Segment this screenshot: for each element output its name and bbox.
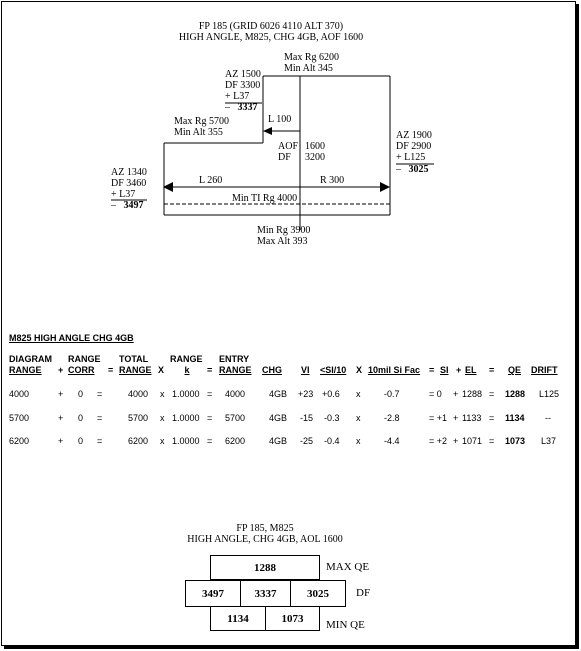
cell-eq4: = [489,389,495,399]
cell-fac: -2.8 [384,413,400,423]
hdr-si: SI [440,365,449,375]
table-title: M825 HIGH ANGLE CHG 4GB [9,333,134,343]
cell-total: 4000 [127,389,148,399]
cell-x1: x [160,436,165,446]
az1500-df: DF 3300 [225,80,261,91]
cell-si10: +0.6 [322,389,340,399]
cell-vi: -25 [300,436,314,446]
max-qe-label: MAX QE [326,561,370,573]
cell-el: 1071 [462,436,483,446]
cell-corr: 0 [78,389,84,399]
summary-title-line2: HIGH ANGLE, CHG 4GB, AOL 1600 [187,534,343,545]
cell-chg: 4GB [269,413,288,423]
cell-el: 1133 [462,413,482,423]
hdr-corr: CORR [68,365,95,375]
df-box-right: 3025 [290,580,346,607]
hdr-x1: X [158,365,165,375]
hdr-eq1: = [108,365,114,375]
top-max-range: Max Rg 6200 [284,52,339,63]
cell-plus2: + [453,413,459,423]
cell-el: 1288 [462,389,483,399]
hdr-range-a: RANGE [9,365,42,375]
cell-chg: 4GB [269,436,288,446]
cell-si: = +1 [429,413,448,423]
cell-qe: 1134 [505,413,525,423]
hdr-range1: RANGE [68,354,101,364]
hdr-range-c: RANGE [219,365,252,375]
az1900-df: DF 2900 [396,141,432,152]
cell-total: 6200 [127,436,148,446]
cell-si: = +2 [429,436,448,446]
min-qe-label: MIN QE [326,619,365,631]
cell-plus: + [58,389,64,399]
hdr-eq4: = [489,365,495,375]
cell-range: 6200 [9,436,30,446]
hdr-fac: 10mil Si Fac [368,365,421,375]
cell-fac: -4.4 [384,436,400,446]
hdr-drift: DRIFT [531,365,558,375]
hdr-qe: QE [508,365,522,375]
az1500-az: AZ 1500 [225,69,261,80]
cell-qe: 1288 [505,389,526,399]
hdr-total: TOTAL [119,354,149,364]
hdr-plus: + [58,365,64,375]
cell-eq2: = [207,389,213,399]
az1500-corr: + L37 [225,91,250,102]
df-label: DF [278,152,291,163]
cell-plus: + [58,436,64,446]
diagram-title-line1: FP 185 (GRID 6026 4110 ALT 370) [198,21,344,32]
cell-entry: 6200 [225,436,246,446]
cell-k: 1.0000 [172,413,200,423]
top-min-alt: Min Alt 345 [284,63,333,74]
hdr-x2: X [356,365,363,375]
hdr-k: k [184,365,190,375]
hdr-entry: ENTRY [219,354,250,364]
cell-eq1: = [97,436,103,446]
l100-label: L 100 [268,114,292,125]
cell-range: 4000 [9,389,30,399]
az1340-df: DF 3460 [111,178,147,189]
az1900-corr: + L125 [396,152,426,163]
cell-x1: x [160,389,165,399]
min-qe-box-right: 1073 [265,606,320,631]
hdr-el: EL [465,365,477,375]
r300-label: R 300 [320,175,345,186]
az1500-result: 3337 [237,102,258,113]
az1340-az: AZ 1340 [111,167,147,178]
cell-k: 1.0000 [172,389,200,399]
cell-corr: 0 [78,436,84,446]
cell-range: 5700 [9,413,30,423]
cell-eq2: = [207,413,213,423]
l260-label: L 260 [199,175,223,186]
max-qe-box: 1288 [210,555,320,580]
cell-drift: L37 [541,436,557,446]
az1340-corr: + L37 [111,189,136,200]
az1900-az: AZ 1900 [396,130,432,141]
cell-x2: x [356,436,361,446]
cell-plus: + [58,413,64,423]
min-qe-box-left: 1134 [210,606,266,631]
cell-entry: 4000 [225,389,246,399]
hdr-range-b: RANGE [119,365,152,375]
df-value: 3200 [305,152,325,163]
cell-x2: x [356,413,361,423]
cell-x2: x [356,389,361,399]
az1340-result: 3497 [123,200,144,211]
hdr-si10: <SI/10 [320,365,347,375]
df-box-left: 3497 [185,580,241,607]
hdr-vi: VI [301,365,310,375]
cell-entry: 5700 [225,413,246,423]
cell-plus2: + [453,436,459,446]
hdr-eq2: = [207,365,213,375]
cell-x1: x [160,413,165,423]
cell-eq2: = [207,436,213,446]
cell-fac: -0.7 [384,389,400,399]
cell-eq4: = [489,413,495,423]
mid-max-range: Max Rg 5700 [174,116,229,127]
cell-eq1: = [97,413,103,423]
min-ti-range: Min TI Rg 4000 [232,193,298,204]
bottom-max-alt: Max Alt 393 [257,236,308,247]
hdr-eq3: = [429,365,435,375]
df-box-center: 3337 [240,580,291,607]
hdr-plus2: + [456,365,462,375]
hdr-chg: CHG [262,365,282,375]
hdr-range2: RANGE [170,354,203,364]
cell-vi: +23 [298,389,314,399]
diagram-title-line2: HIGH ANGLE, M825, CHG 4GB, AOF 1600 [178,32,364,43]
cell-drift: L125 [539,389,560,399]
cell-si: = 0 [429,389,442,399]
cell-total: 5700 [127,413,148,423]
az1900-result: 3025 [408,164,429,175]
cell-drift: -- [545,413,551,423]
cell-plus2: + [453,389,459,399]
cell-vi: -15 [300,413,314,423]
aof-label: AOF [278,141,299,152]
cell-si10: -0.4 [324,436,340,446]
aof-value: 1600 [305,141,325,152]
mid-min-alt: Min Alt 355 [174,127,223,138]
cell-qe: 1073 [505,436,526,446]
df-row-label: DF [356,587,371,599]
summary-title-line1: FP 185, M825 [236,523,294,534]
hdr-diagram: DIAGRAM [9,354,52,364]
cell-corr: 0 [78,413,84,423]
cell-eq1: = [97,389,103,399]
bottom-min-range: Min Rg 3900 [257,225,311,236]
cell-chg: 4GB [269,389,288,399]
cell-eq4: = [489,436,495,446]
cell-k: 1.0000 [172,436,200,446]
cell-si10: -0.3 [324,413,340,423]
